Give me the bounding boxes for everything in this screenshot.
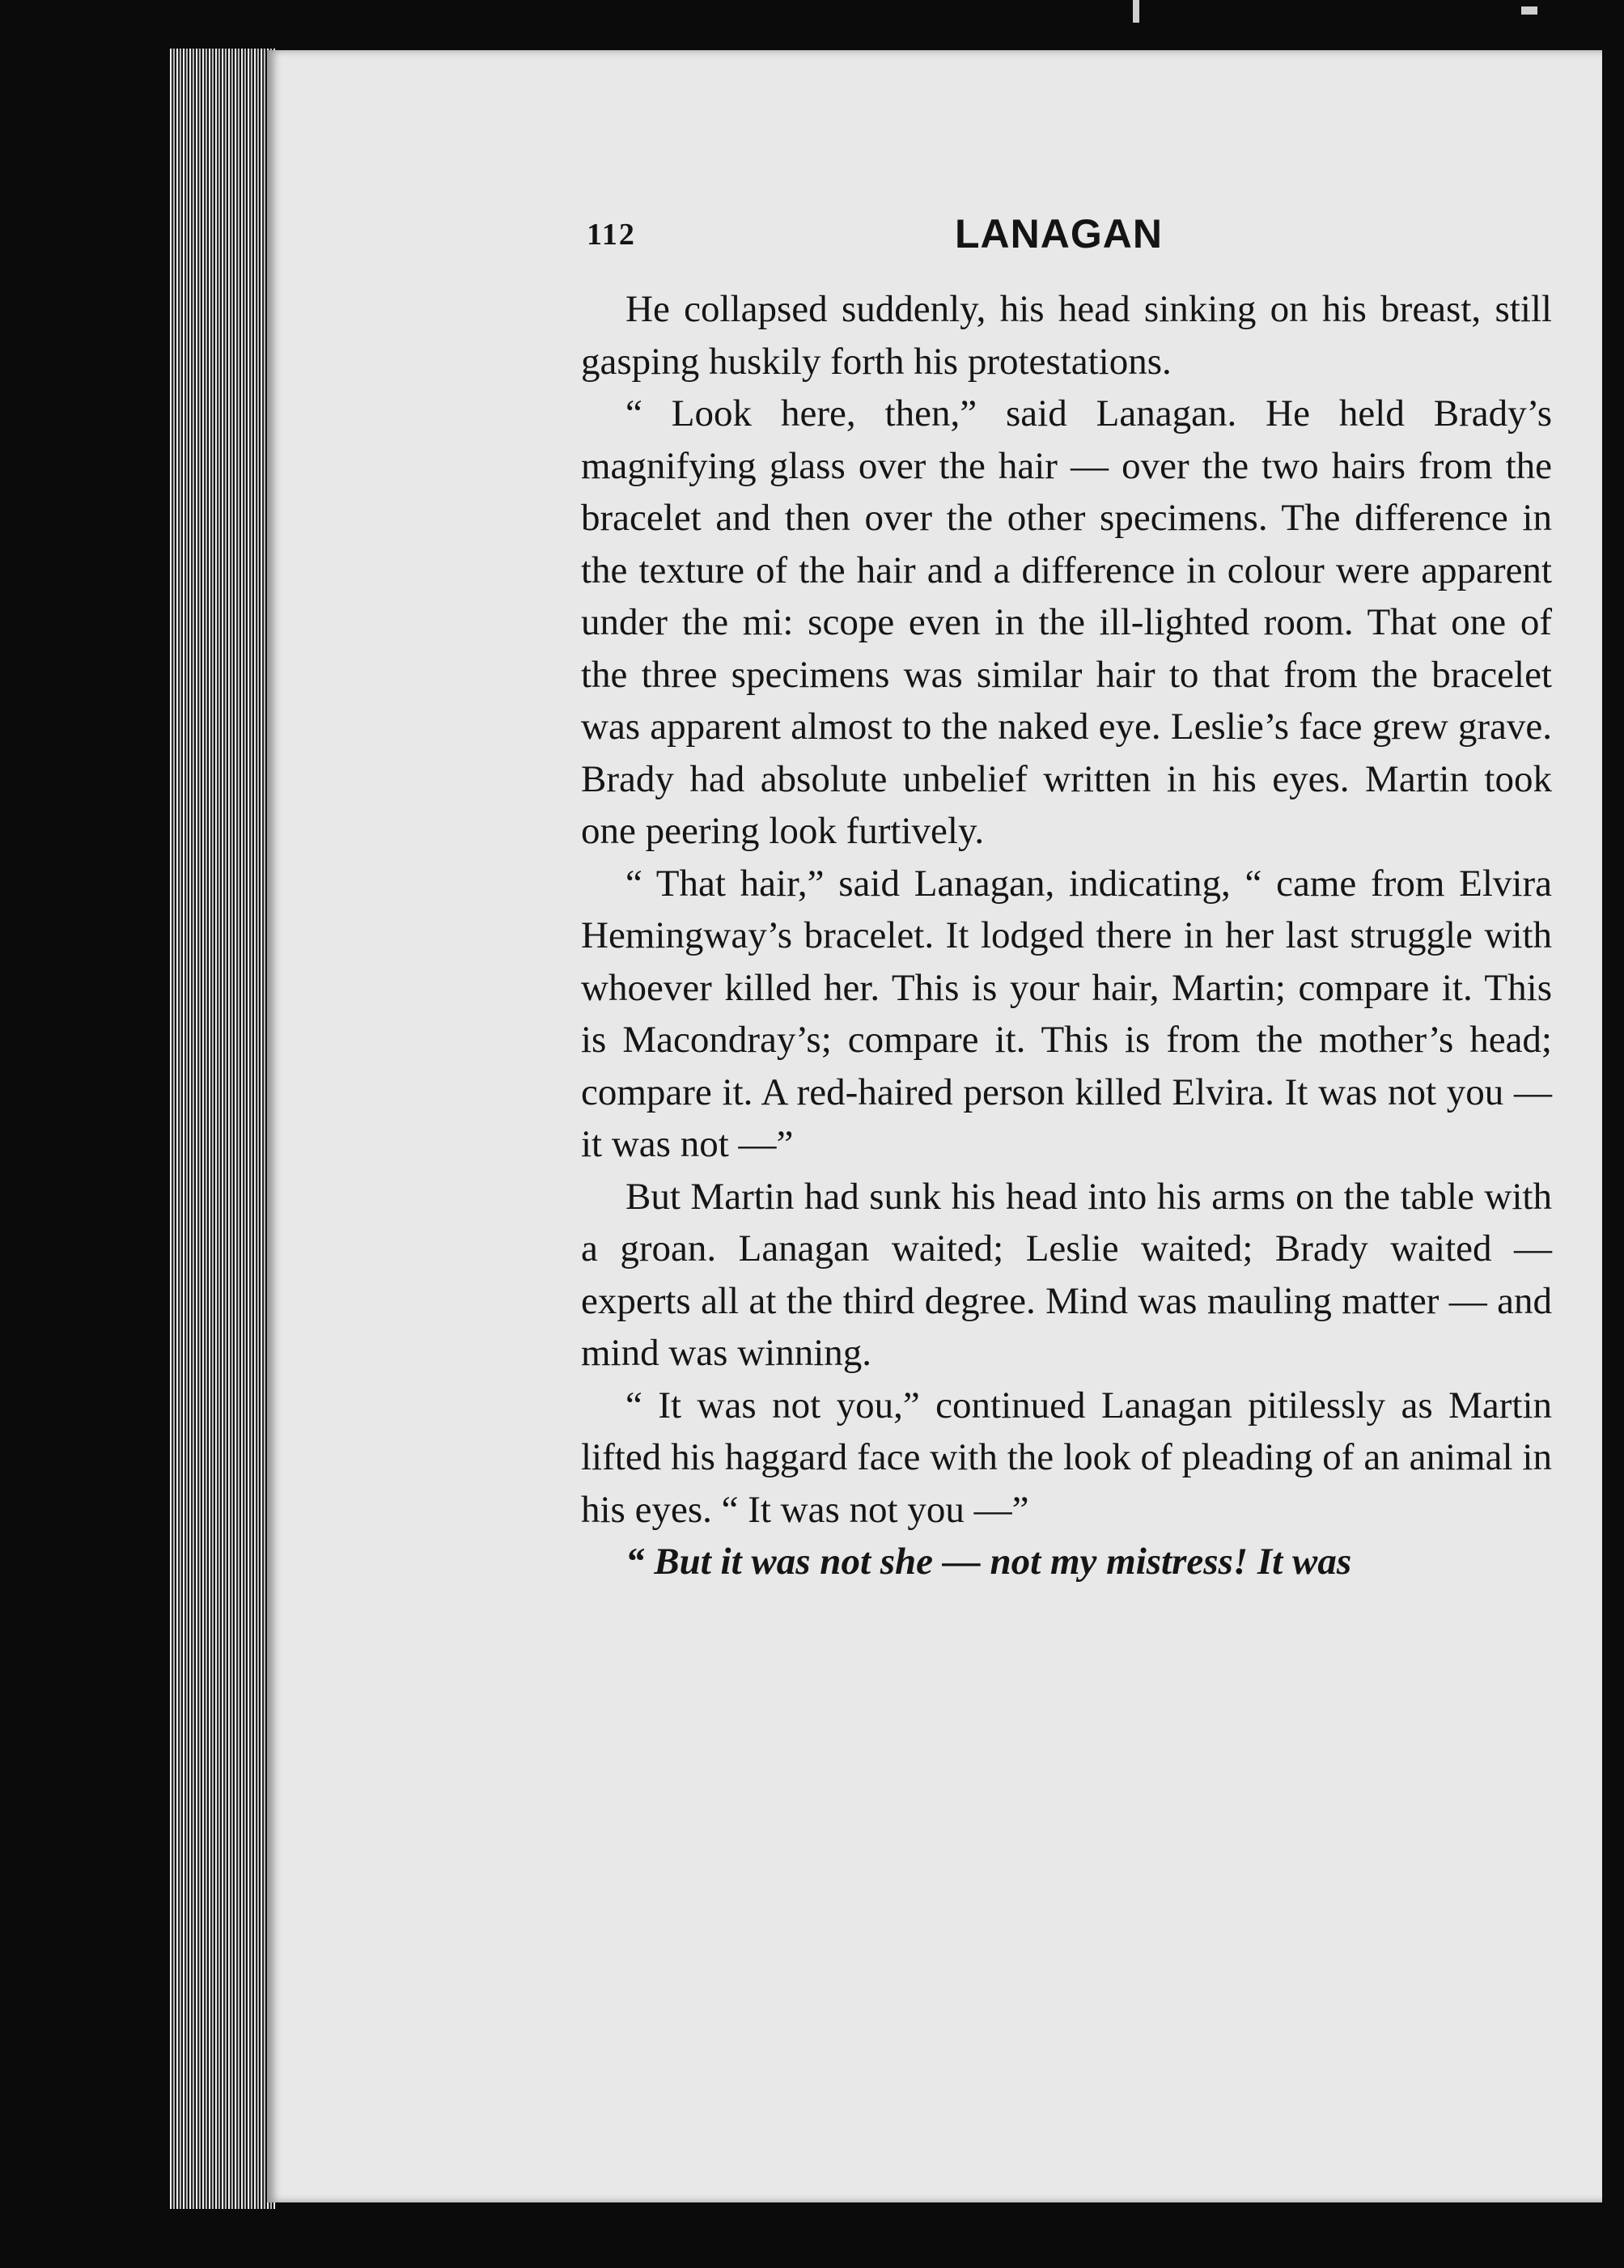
paragraph: “ It was not you,” continued Lanagan pitilessly as Martin lifted his haggard face with the look of pleading of an animal in his eyes. “ It was not you —” bbox=[581, 1384, 1552, 1531]
page-header bbox=[587, 210, 1558, 267]
running-title: LANAGAN bbox=[955, 211, 1163, 256]
paragraph: “ But it was not she — not my mistress! It was bbox=[625, 1541, 1352, 1583]
book-page-edges bbox=[170, 49, 275, 2209]
paragraph: But Martin had sunk his head into his arms on the table with a groan. Lanagan waited; Leslie waited; Brady waited — experts all at the third degree. Mind was mauling matter — and mind was winning. bbox=[581, 1175, 1552, 1374]
paragraph: “ That hair,” said Lanagan, indicating, “ came from Elvira Hemingway’s bracelet. It lodged there in her last struggle with whoever killed her. This is your hair, Martin; compare it. This is Macondray’s; compare it. This is from the mother’s head; compare it. A red-haired person killed Elvira. It was not you — it was not —” bbox=[581, 862, 1552, 1165]
page-body bbox=[581, 283, 1552, 1588]
scan-mark bbox=[1133, 0, 1139, 23]
paragraph: “ Look here, then,” said Lanagan. He held Brady’s magnifying glass over the hair — over the two hairs from the bracelet and then over the other specimens. The difference in the texture of the hair and a difference in colour were apparent under the mi: scope even in the ill-lighted room. That one of the three specimens was similar hair to that from the bracelet was apparent almost to the naked eye. Leslie’s face grew grave. Brady had absolute unbelief written in his eyes. Martin took one peering look furtively. bbox=[581, 392, 1552, 852]
paragraph: He collapsed suddenly, his head sinking on his breast, still gasping huskily forth his protestations. bbox=[581, 288, 1552, 383]
page-number: 112 bbox=[587, 218, 636, 252]
scan-mark bbox=[1521, 6, 1537, 15]
